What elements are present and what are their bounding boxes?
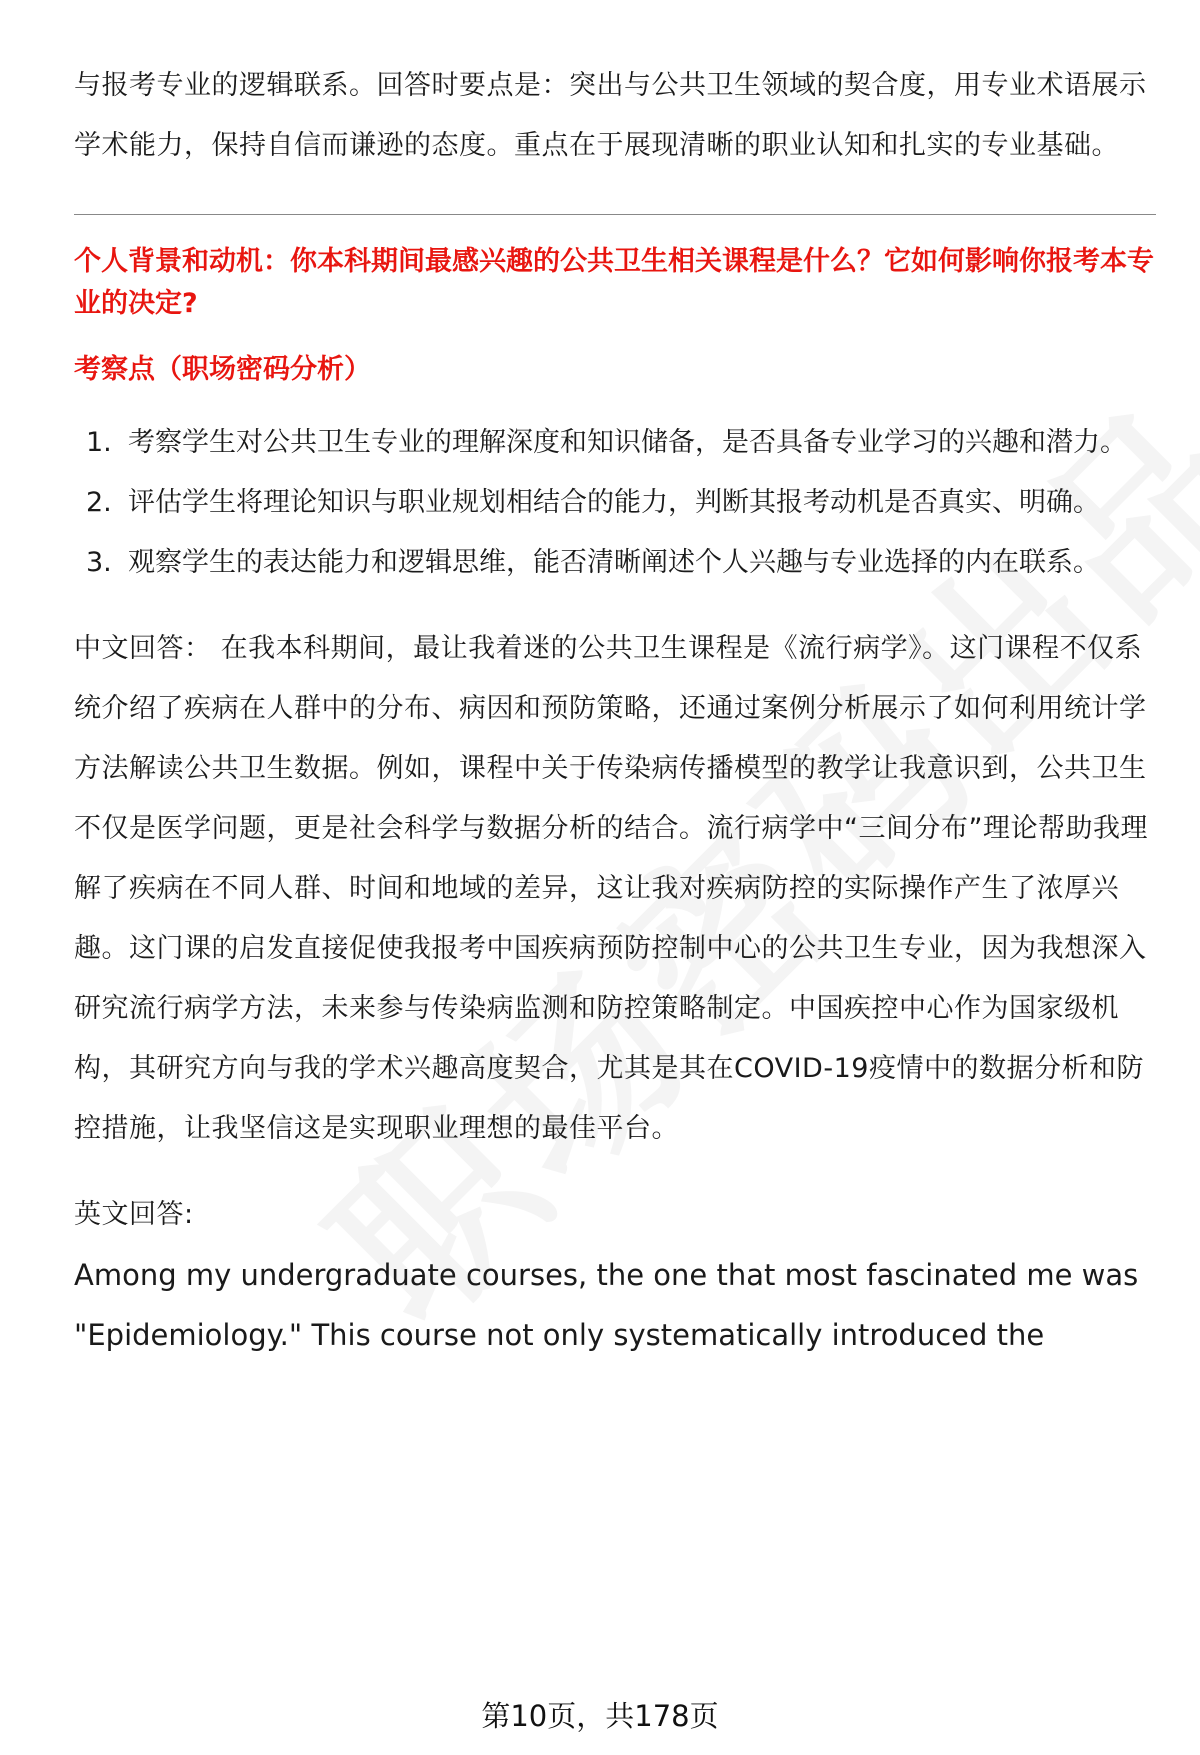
english-answer-label: 英文回答:	[74, 1199, 194, 1230]
list-item-text: 评估学生将理论知识与职业规划相结合的能力，判断其报考动机是否真实、明确。	[128, 487, 1100, 518]
page-footer: 第10页，共178页	[481, 1699, 719, 1733]
analysis-points-list	[74, 413, 1156, 593]
list-number: 3.	[86, 547, 112, 578]
question-heading: 个人背景和动机：你本科期间最感兴趣的公共卫生相关课程是什么？它如何影响你报考本专业的决定?	[74, 246, 1154, 319]
analysis-heading: 考察点（职场密码分析）	[74, 354, 371, 385]
divider	[74, 214, 1156, 215]
list-item-text: 观察学生的表达能力和逻辑思维，能否清晰阐述个人兴趣与专业选择的内在联系。	[128, 547, 1100, 578]
list-number: 2.	[86, 487, 112, 518]
list-item-text: 考察学生对公共卫生专业的理解深度和知识储备，是否具备专业学习的兴趣和潜力。	[128, 427, 1127, 458]
list-item	[74, 533, 1156, 593]
chinese-answer: 中文回答： 在我本科期间，最让我着迷的公共卫生课程是《流行病学》。这门课程不仅系统介绍了疾病在人群中的分布、病因和预防策略，还通过案例分析展示了如何利用统计学方法解读公共卫生数据。例如，课程中关于传染病传播模型的教学让我意识到，公共卫生不仅是医学问题，更是社会科学与数据分析的结合。流行病学中“三间分布”理论帮助我理解了疾病在不同人群、时间和地域的差异，这让我对疾病防控的实际操作产生了浓厚兴趣。这门课的启发直接促使我报考中国疾病预防控制中心的公共卫生专业，因为我想深入研究流行病学方法，未来参与传染病监测和防控策略制定。中国疾控中心作为国家级机构，其研究方向与我的学术兴趣高度契合，尤其是其在COVID-19疫情中的数据分析和防控措施，让我坚信这是实现职业理想的最佳平台。	[74, 633, 1148, 1144]
list-item	[74, 473, 1156, 533]
list-item	[74, 413, 1156, 473]
intro-paragraph: 与报考专业的逻辑联系。回答时要点是：突出与公共卫生领域的契合度，用专业术语展示学术能力，保持自信而谦逊的态度。重点在于展现清晰的职业认知和扎实的专业基础。	[74, 70, 1147, 161]
list-number: 1.	[86, 427, 112, 458]
english-answer: Among my undergraduate courses, the one that most fascinated me was "Epidemiology." This course not only systematically introduced the	[74, 1258, 1139, 1352]
document-page	[74, 56, 1156, 1365]
